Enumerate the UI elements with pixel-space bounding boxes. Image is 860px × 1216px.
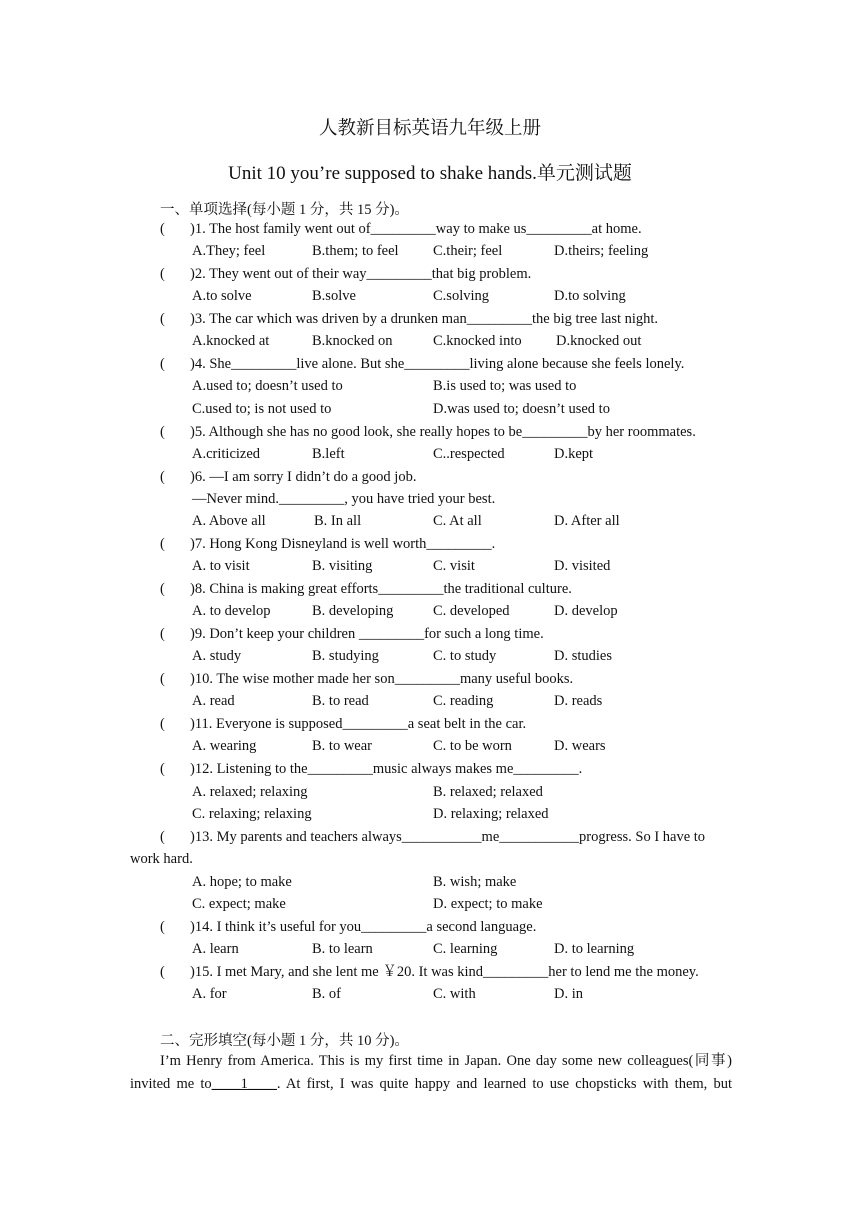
- question-11: ( )11. Everyone is supposed_________a seat belt in the car.: [160, 716, 527, 732]
- question-stem: )10. The wise mother made her son_________many useful books.: [190, 671, 574, 687]
- option-b: B. to learn: [312, 941, 373, 957]
- option-c: C..respected: [433, 446, 505, 462]
- question-14: ( )14. I think it’s useful for you_________a second language.: [160, 919, 537, 935]
- option-d: D. to learning: [554, 941, 635, 957]
- question-9: ( )9. Don’t keep your children _________for such a long time.: [160, 626, 544, 642]
- option-b: B. of: [312, 986, 341, 1002]
- option-c: C.their; feel: [433, 243, 503, 259]
- option-a: A. study: [192, 648, 242, 664]
- option-b: B.left: [312, 446, 345, 462]
- question-7: ( )7. Hong Kong Disneyland is well worth_________.: [160, 536, 496, 552]
- option-b: B. to read: [312, 693, 369, 709]
- option-d: D. visited: [554, 558, 611, 574]
- option-c: C. learning: [433, 941, 498, 957]
- document-subtitle: Unit 10 you’re supposed to shake hands.单元测试题: [228, 163, 632, 184]
- option-c: C. visit: [433, 558, 475, 574]
- passage-text: invited me to: [130, 1075, 212, 1092]
- passage-line: I’m Henry from America. This is my first time in Japan. One day some new colleagues(同事): [160, 1053, 732, 1069]
- passage-text: . At first, I was quite happy and learned to use chopsticks with them, but: [276, 1075, 733, 1092]
- question-stem: )2. They went out of their way_________that big problem.: [190, 266, 532, 282]
- option-b: B.is used to; was used to: [433, 378, 577, 394]
- option-b: B. wish; make: [433, 874, 517, 890]
- section-heading-2: 二、完形填空(每小题 1 分，共 10 分)。: [160, 1033, 409, 1049]
- question-15: ( )15. I met Mary, and she lent me ￥20. It was kind_________her to lend me the money.: [160, 964, 699, 980]
- option-c: C. At all: [433, 513, 482, 529]
- option-a: A.They; feel: [192, 243, 266, 259]
- section-heading-1: 一、单项选择(每小题 1 分，共 15 分)。: [160, 202, 409, 218]
- question-stem: )13. My parents and teachers always___________me___________progress. So I have to: [190, 829, 706, 845]
- question-stem: )8. China is making great efforts_________the traditional culture.: [190, 581, 572, 597]
- question-stem: )7. Hong Kong Disneyland is well worth_________.: [190, 536, 496, 552]
- option-b: B. developing: [312, 603, 394, 619]
- option-b: B. to wear: [312, 738, 372, 754]
- question-13: ( )13. My parents and teachers always___________me___________progress. So I have to: [160, 829, 706, 845]
- option-a: A.to solve: [192, 288, 252, 304]
- question-2: ( )2. They went out of their way_________that big problem.: [160, 266, 532, 282]
- option-a: A. for: [192, 986, 227, 1002]
- option-c: C.solving: [433, 288, 489, 304]
- question-stem: )3. The car which was driven by a drunken man_________the big tree last night.: [190, 311, 659, 327]
- document-title: 人教新目标英语九年级上册: [318, 119, 541, 139]
- question-stem: )9. Don’t keep your children _________for such a long time.: [190, 626, 544, 642]
- question-stem: )12. Listening to the_________music always makes me_________.: [190, 761, 583, 777]
- option-d: D. wears: [554, 738, 606, 754]
- option-d: D.theirs; feeling: [554, 243, 649, 259]
- question-5: ( )5. Although she has no good look, she really hopes to be_________by her roommates.: [160, 424, 696, 440]
- option-d: D.knocked out: [556, 333, 642, 349]
- option-c: C. reading: [433, 693, 494, 709]
- question-stem: )4. She_________live alone. But she_________living alone because she feels lonely.: [190, 356, 685, 372]
- option-a: A.knocked at: [192, 333, 270, 349]
- option-a: A. learn: [192, 941, 239, 957]
- option-a: A. wearing: [192, 738, 257, 754]
- option-c: C.used to; is not used to: [192, 401, 332, 417]
- question-3: ( )3. The car which was driven by a drunken man_________the big tree last night.: [160, 311, 659, 327]
- option-d: D. studies: [554, 648, 612, 664]
- question-stem: )6. —I am sorry I didn’t do a good job.: [190, 469, 417, 485]
- question-8: ( )8. China is making great efforts_________the traditional culture.: [160, 581, 572, 597]
- option-a: A.criticized: [192, 446, 261, 462]
- question-6: ( )6. —I am sorry I didn’t do a good job.: [160, 469, 417, 485]
- option-d: D. After all: [554, 513, 620, 529]
- option-d: D. in: [554, 986, 583, 1002]
- option-c: C. expect; make: [192, 896, 286, 912]
- option-b: B. studying: [312, 648, 379, 664]
- option-a: A. Above all: [192, 513, 266, 529]
- option-c: C.knocked into: [433, 333, 522, 349]
- option-b: B. In all: [314, 513, 362, 529]
- option-d: D. expect; to make: [433, 896, 543, 912]
- question-13-continuation: work hard.: [130, 851, 193, 867]
- question-12: ( )12. Listening to the_________music always makes me_________.: [160, 761, 583, 777]
- question-stem: )1. The host family went out of_________way to make us_________at home.: [190, 221, 642, 237]
- option-d: D. relaxing; relaxed: [433, 806, 549, 822]
- question-stem: )5. Although she has no good look, she really hopes to be_________by her roommates.: [190, 424, 696, 440]
- option-a: A.used to; doesn’t used to: [192, 378, 343, 394]
- option-c: C. to study: [433, 648, 497, 664]
- question-stem: )15. I met Mary, and she lent me ￥20. It was kind_________her to lend me the money.: [190, 964, 699, 980]
- option-b: B.solve: [312, 288, 356, 304]
- cloze-blank-1: ____1____: [211, 1075, 277, 1092]
- option-d: D. reads: [554, 693, 603, 709]
- option-a: A. read: [192, 693, 235, 709]
- option-a: A. to develop: [192, 603, 271, 619]
- question-stem: )14. I think it’s useful for you_________a second language.: [190, 919, 537, 935]
- option-b: B. relaxed; relaxed: [433, 784, 543, 800]
- question-stem: )11. Everyone is supposed_________a seat belt in the car.: [190, 716, 527, 732]
- option-b: B.them; to feel: [312, 243, 399, 259]
- question-4: ( )4. She_________live alone. But she_________living alone because she feels lonely.: [160, 356, 685, 372]
- passage-line: [130, 1073, 732, 1096]
- option-a: A. relaxed; relaxing: [192, 784, 308, 800]
- question-1: ( )1. The host family went out of_________way to make us_________at home.: [160, 221, 642, 237]
- question-6-reply: —Never mind._________, you have tried your best.: [192, 491, 496, 507]
- option-b: B.knocked on: [312, 333, 393, 349]
- option-c: C. with: [433, 986, 476, 1002]
- option-c: C. developed: [433, 603, 510, 619]
- cloze-passage: [130, 1050, 732, 1095]
- option-a: A. to visit: [192, 558, 250, 574]
- option-c: C. relaxing; relaxing: [192, 806, 312, 822]
- option-d: D.to solving: [554, 288, 626, 304]
- question-10: ( )10. The wise mother made her son_________many useful books.: [160, 671, 574, 687]
- option-d: D.was used to; doesn’t used to: [433, 401, 610, 417]
- option-b: B. visiting: [312, 558, 373, 574]
- option-d: D.kept: [554, 446, 594, 462]
- option-c: C. to be worn: [433, 738, 512, 754]
- option-a: A. hope; to make: [192, 874, 292, 890]
- option-d: D. develop: [554, 603, 618, 619]
